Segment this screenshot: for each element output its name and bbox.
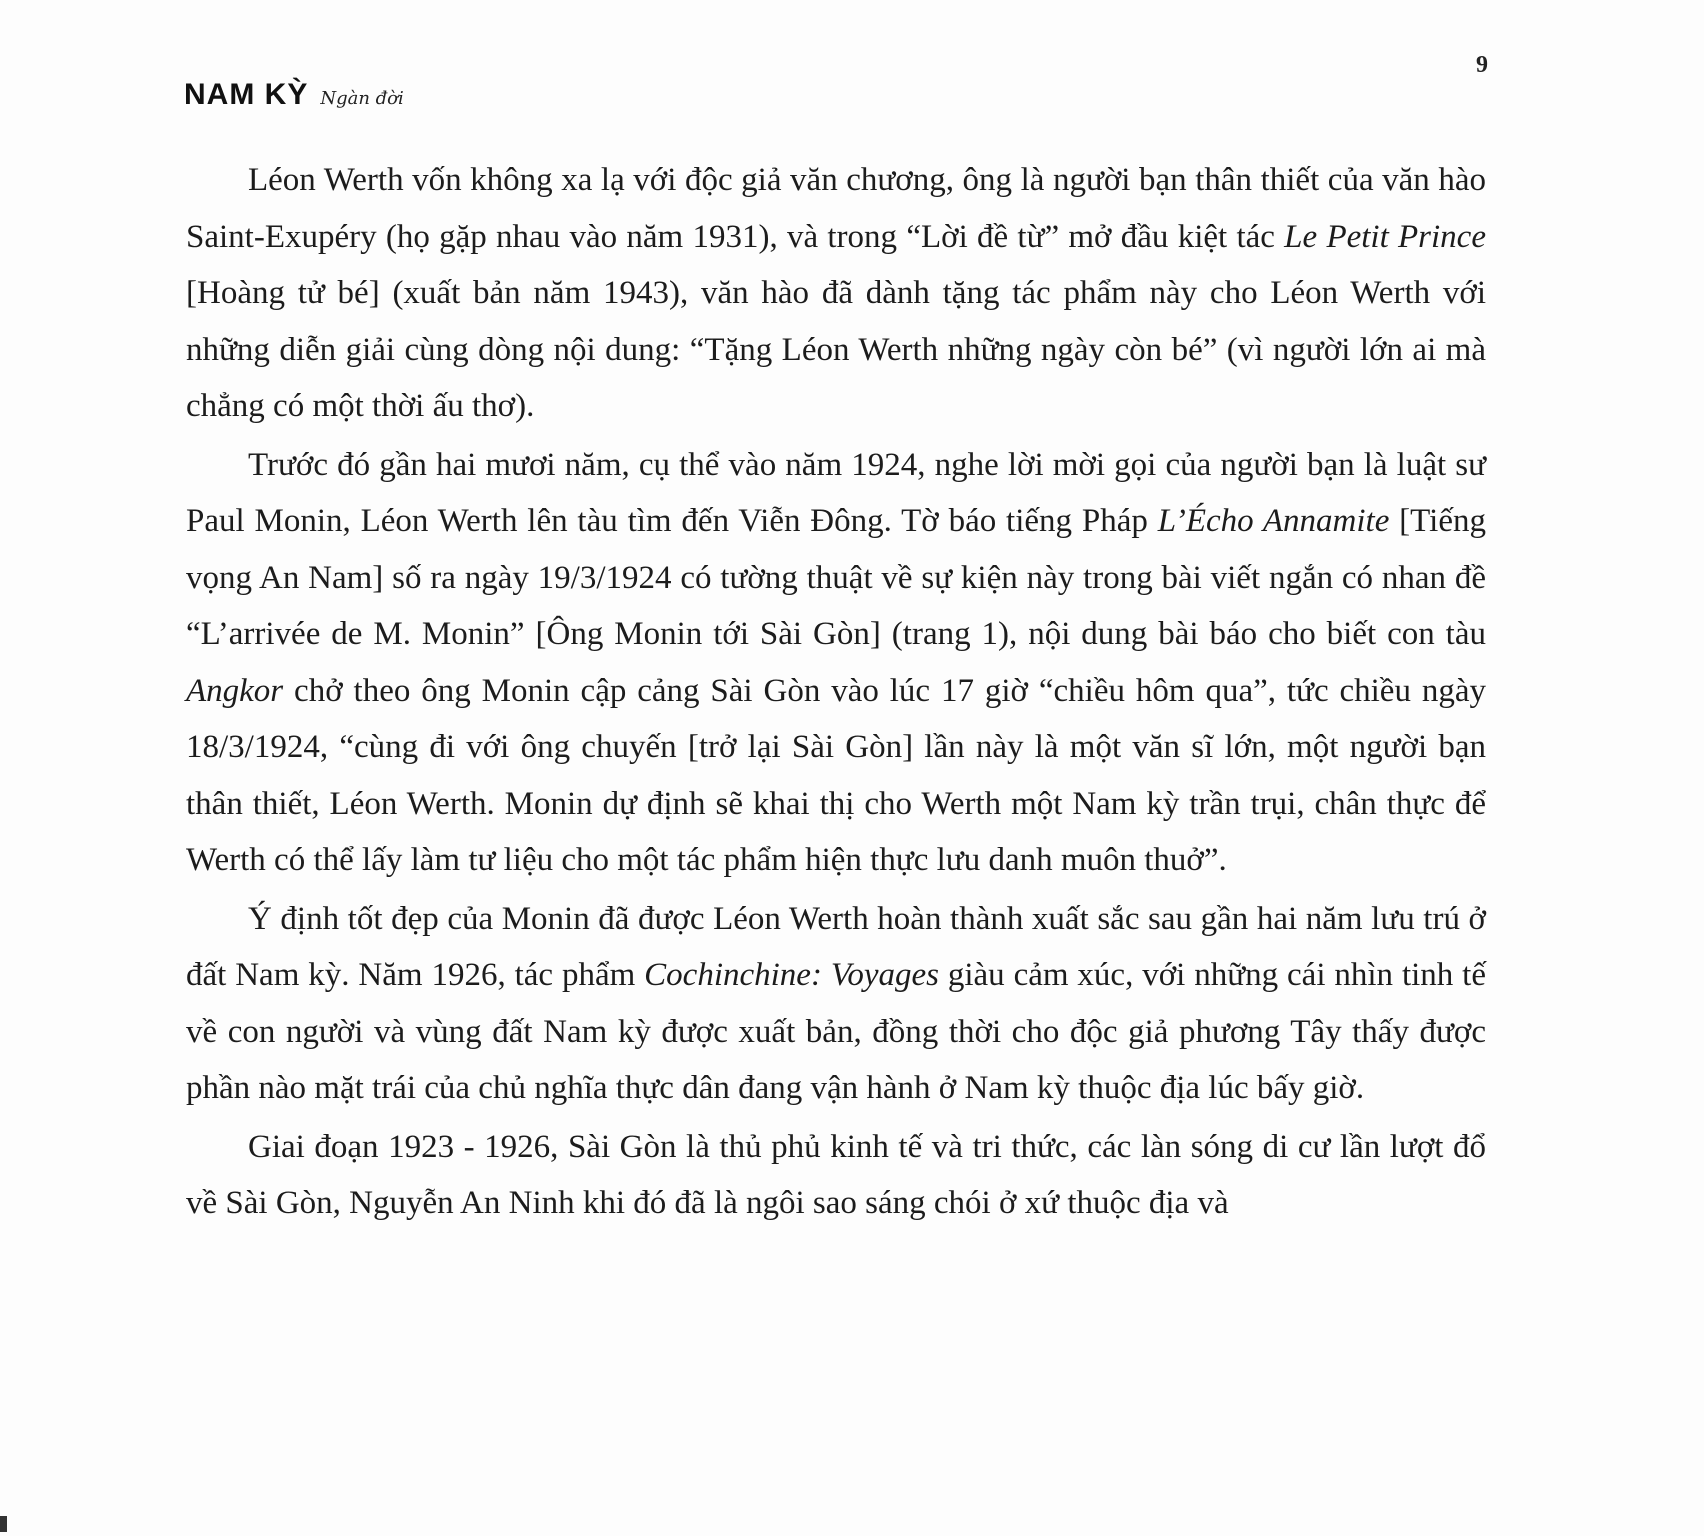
text-segment: Ý định tốt đẹp của Monin đã được Léon Werth hoàn thành xuất sắc sau gần hai năm lưu trú ở đất Nam kỳ. Năm 1926, tác phẩm <box>186 900 1486 993</box>
text-segment: Trước đó gần hai mươi năm, cụ thể vào năm 1924, nghe lời mời gọi của người bạn là luật sư Paul Monin, Léon Werth lên tàu tìm đến Viễn Đông. Tờ báo tiếng Pháp <box>186 446 1486 539</box>
italic-title-le-petit-prince: Le Petit Prince <box>1284 218 1486 255</box>
running-head <box>184 78 404 112</box>
text-segment: Giai đoạn 1923 - 1926, Sài Gòn là thủ phủ kinh tế và tri thức, các làn sóng di cư lần lượt đổ về Sài Gòn, Nguyễn An Ninh khi đó đã là ngôi sao sáng chói ở xứ thuộc địa và <box>186 1128 1486 1221</box>
paragraph-1 <box>186 152 1486 435</box>
paragraph-2 <box>186 437 1486 889</box>
book-subtitle: Ngàn đời <box>320 88 404 109</box>
paragraph-4 <box>186 1119 1486 1232</box>
italic-ship-name-angkor: Angkor <box>186 672 284 709</box>
paragraph-3 <box>186 891 1486 1117</box>
page-number: 9 <box>1476 52 1488 78</box>
scan-edge-mark <box>0 1516 7 1532</box>
book-title: NAM KỲ <box>184 78 309 111</box>
text-segment: Léon Werth vốn không xa lạ với độc giả văn chương, ông là người bạn thân thiết của văn hào Saint-Exupéry (họ gặp nhau vào năm 1931), và trong “Lời đề từ” mở đầu kiệt tác <box>186 162 1486 255</box>
italic-title-cochinchine-voyages: Cochinchine: Voyages <box>644 957 939 993</box>
body-text <box>186 152 1486 1234</box>
text-segment: [Hoàng tử bé] (xuất bản năm 1943), văn hào đã dành tặng tác phẩm này cho Léon Werth với những diễn giải cùng dòng nội dung: “Tặng Léon Werth những ngày còn bé” (vì người lớn ai mà chẳng có một thời ấu thơ). <box>186 275 1486 424</box>
text-segment: giàu cảm xúc, với những cái nhìn tinh tế về con người và vùng đất Nam kỳ được xuất bản, đồng thời cho độc giả phương Tây thấy được phần nào mặt trái của chủ nghĩa thực dân đang vận hành ở Nam kỳ thuộc địa lúc bấy giờ. <box>186 957 1486 1106</box>
italic-title-echo-annamite: L’Écho Annamite <box>1157 503 1390 539</box>
text-segment: chở theo ông Monin cập cảng Sài Gòn vào lúc 17 giờ “chiều hôm qua”, tức chiều ngày 18/3/1924, “cùng đi với ông chuyến [trở lại Sài Gòn] lần này là một văn sĩ lớn, một người bạn thân thiết, Léon Werth. Monin dự định sẽ khai thị cho Werth một Nam kỳ trần trụi, chân thực để Werth có thể lấy làm tư liệu cho một tác phẩm hiện thực lưu danh muôn thuở”. <box>186 672 1486 878</box>
text-segment: [Tiếng vọng An Nam] số ra ngày 19/3/1924 có tường thuật về sự kiện này trong bài viết ngắn có nhan đề “L’arrivée de M. Monin” [Ông Monin tới Sài Gòn] (trang 1), nội dung bài báo cho biết con tàu <box>186 503 1486 652</box>
